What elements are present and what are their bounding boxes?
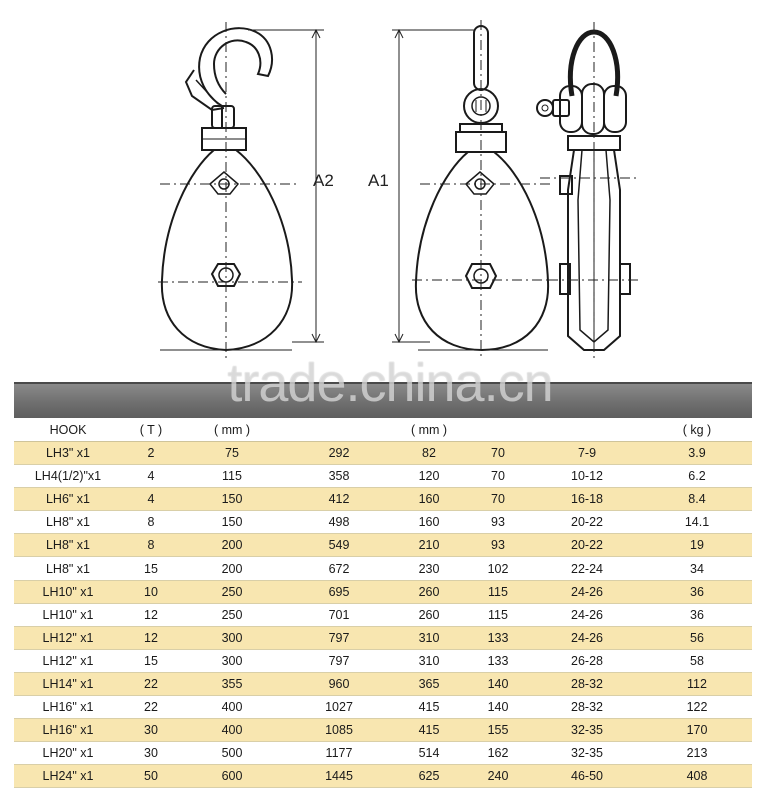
table-cell: 58 <box>642 649 752 672</box>
table-cell: 32-35 <box>532 719 642 742</box>
table-row <box>14 488 752 511</box>
table-cell: 15 <box>122 557 180 580</box>
table-cell: LH10" x1 <box>14 580 122 603</box>
table-cell: 26-28 <box>532 649 642 672</box>
table-row <box>14 672 752 695</box>
table-cell: 365 <box>394 672 464 695</box>
table-cell: LH8" x1 <box>14 511 122 534</box>
table-row <box>14 626 752 649</box>
table-cell: 155 <box>464 719 532 742</box>
table-cell: 120 <box>394 465 464 488</box>
table-cell: 498 <box>284 511 394 534</box>
table-cell: 400 <box>180 719 284 742</box>
table-cell: 160 <box>394 511 464 534</box>
table-cell: 70 <box>464 488 532 511</box>
table-cell: LH14" x1 <box>14 672 122 695</box>
table-cell: 122 <box>642 696 752 719</box>
table-cell: 300 <box>180 626 284 649</box>
table-cell: 150 <box>180 488 284 511</box>
table-cell: 28-32 <box>532 672 642 695</box>
side-view-drawing <box>537 32 630 350</box>
table-cell: 4 <box>122 488 180 511</box>
watermark: trade.china.cn <box>227 353 553 413</box>
column-header: HOOK <box>14 419 122 442</box>
table-cell: 415 <box>394 696 464 719</box>
table-cell: 36 <box>642 603 752 626</box>
table-cell: 170 <box>642 719 752 742</box>
eye-pulley-drawing <box>416 26 548 350</box>
table-cell: 408 <box>642 765 752 788</box>
table-cell: 240 <box>464 765 532 788</box>
table-cell: 70 <box>464 465 532 488</box>
table-cell: 292 <box>284 442 394 465</box>
table-cell: 16-18 <box>532 488 642 511</box>
table-row <box>14 719 752 742</box>
table-cell: 150 <box>180 511 284 534</box>
column-header <box>532 419 642 442</box>
table-row <box>14 649 752 672</box>
table-cell: 133 <box>464 649 532 672</box>
table-cell: 7-9 <box>532 442 642 465</box>
table-cell: 8 <box>122 511 180 534</box>
table-cell: 12 <box>122 626 180 649</box>
table-cell: 6.2 <box>642 465 752 488</box>
table-cell: 32-35 <box>532 742 642 765</box>
table-cell: 115 <box>180 465 284 488</box>
table-cell: 1177 <box>284 742 394 765</box>
table-cell: LH8" x1 <box>14 534 122 557</box>
column-header <box>284 419 394 442</box>
column-header: ( T ) <box>122 419 180 442</box>
table-row <box>14 557 752 580</box>
table-cell: 960 <box>284 672 394 695</box>
dimension-label-a2: A2 <box>313 171 334 190</box>
table-row <box>14 696 752 719</box>
table-cell: 210 <box>394 534 464 557</box>
table-cell: 162 <box>464 742 532 765</box>
table-cell: LH6" x1 <box>14 488 122 511</box>
table-cell: 600 <box>180 765 284 788</box>
table-cell: 34 <box>642 557 752 580</box>
table-row <box>14 765 752 788</box>
table-header-row <box>14 419 752 442</box>
pulley-block-technical-drawing <box>0 0 766 380</box>
table-cell: 10-12 <box>532 465 642 488</box>
table-cell: 112 <box>642 672 752 695</box>
table-cell: 8 <box>122 534 180 557</box>
table-cell: 358 <box>284 465 394 488</box>
table-cell: LH20" x1 <box>14 742 122 765</box>
table-row <box>14 511 752 534</box>
table-cell: LH10" x1 <box>14 603 122 626</box>
table-cell: 260 <box>394 580 464 603</box>
table-cell: 46-50 <box>532 765 642 788</box>
table-cell: LH4(1/2)"x1 <box>14 465 122 488</box>
table-cell: 549 <box>284 534 394 557</box>
table-cell: 19 <box>642 534 752 557</box>
table-cell: 22 <box>122 696 180 719</box>
table-cell: LH3" x1 <box>14 442 122 465</box>
table-cell: 310 <box>394 649 464 672</box>
table-cell: 15 <box>122 649 180 672</box>
hook-icon <box>199 28 272 128</box>
table-cell: LH16" x1 <box>14 696 122 719</box>
table-cell: 2 <box>122 442 180 465</box>
table-cell: 200 <box>180 534 284 557</box>
table-cell: 10 <box>122 580 180 603</box>
table-cell: 797 <box>284 649 394 672</box>
table-cell: 500 <box>180 742 284 765</box>
table-cell: 56 <box>642 626 752 649</box>
table-row <box>14 465 752 488</box>
table-cell: 22 <box>122 672 180 695</box>
table-cell: 1445 <box>284 765 394 788</box>
table-cell: 260 <box>394 603 464 626</box>
table-cell: LH24" x1 <box>14 765 122 788</box>
table-cell: 1085 <box>284 719 394 742</box>
column-header: ( kg ) <box>642 419 752 442</box>
table-cell: 30 <box>122 742 180 765</box>
table-cell: 102 <box>464 557 532 580</box>
table-cell: 24-26 <box>532 603 642 626</box>
table-cell: 213 <box>642 742 752 765</box>
hook-pulley-drawing <box>162 28 292 350</box>
table-row <box>14 442 752 465</box>
table-cell: 514 <box>394 742 464 765</box>
table-cell: 28-32 <box>532 696 642 719</box>
table-cell: 625 <box>394 765 464 788</box>
dimension-label-a1: A1 <box>368 171 389 190</box>
table-cell: 250 <box>180 580 284 603</box>
table-cell: 30 <box>122 719 180 742</box>
table-cell: 695 <box>284 580 394 603</box>
table-cell: 701 <box>284 603 394 626</box>
table-cell: 250 <box>180 603 284 626</box>
table-cell: 115 <box>464 603 532 626</box>
table-cell: 115 <box>464 580 532 603</box>
column-header <box>464 419 532 442</box>
table-cell: LH16" x1 <box>14 719 122 742</box>
table-row <box>14 603 752 626</box>
table-cell: 93 <box>464 511 532 534</box>
table-cell: 412 <box>284 488 394 511</box>
table-cell: 160 <box>394 488 464 511</box>
table-row <box>14 580 752 603</box>
table-cell: 140 <box>464 672 532 695</box>
table-cell: 3.9 <box>642 442 752 465</box>
table-cell: 300 <box>180 649 284 672</box>
column-header: ( mm ) <box>180 419 284 442</box>
specification-table <box>14 419 752 788</box>
pulley-cheek-plate <box>416 152 548 350</box>
table-cell: 1027 <box>284 696 394 719</box>
table-cell: LH12" x1 <box>14 649 122 672</box>
table-cell: 20-22 <box>532 534 642 557</box>
table-cell: 4 <box>122 465 180 488</box>
table-row <box>14 742 752 765</box>
table-cell: LH8" x1 <box>14 557 122 580</box>
table-cell: 415 <box>394 719 464 742</box>
table-cell: 355 <box>180 672 284 695</box>
table-cell: 82 <box>394 442 464 465</box>
table-cell: 200 <box>180 557 284 580</box>
table-cell: 24-26 <box>532 626 642 649</box>
table-cell: 672 <box>284 557 394 580</box>
table-cell: 797 <box>284 626 394 649</box>
table-row <box>14 534 752 557</box>
table-cell: 36 <box>642 580 752 603</box>
column-header: ( mm ) <box>394 419 464 442</box>
table-cell: 24-26 <box>532 580 642 603</box>
table-cell: 400 <box>180 696 284 719</box>
table-cell: 70 <box>464 442 532 465</box>
table-cell: 133 <box>464 626 532 649</box>
table-cell: 230 <box>394 557 464 580</box>
table-cell: 22-24 <box>532 557 642 580</box>
table-cell: 8.4 <box>642 488 752 511</box>
table-cell: 50 <box>122 765 180 788</box>
table-cell: 93 <box>464 534 532 557</box>
table-cell: 14.1 <box>642 511 752 534</box>
table-cell: 75 <box>180 442 284 465</box>
table-cell: 310 <box>394 626 464 649</box>
table-cell: 12 <box>122 603 180 626</box>
table-cell: 140 <box>464 696 532 719</box>
table-cell: LH12" x1 <box>14 626 122 649</box>
table-cell: 20-22 <box>532 511 642 534</box>
